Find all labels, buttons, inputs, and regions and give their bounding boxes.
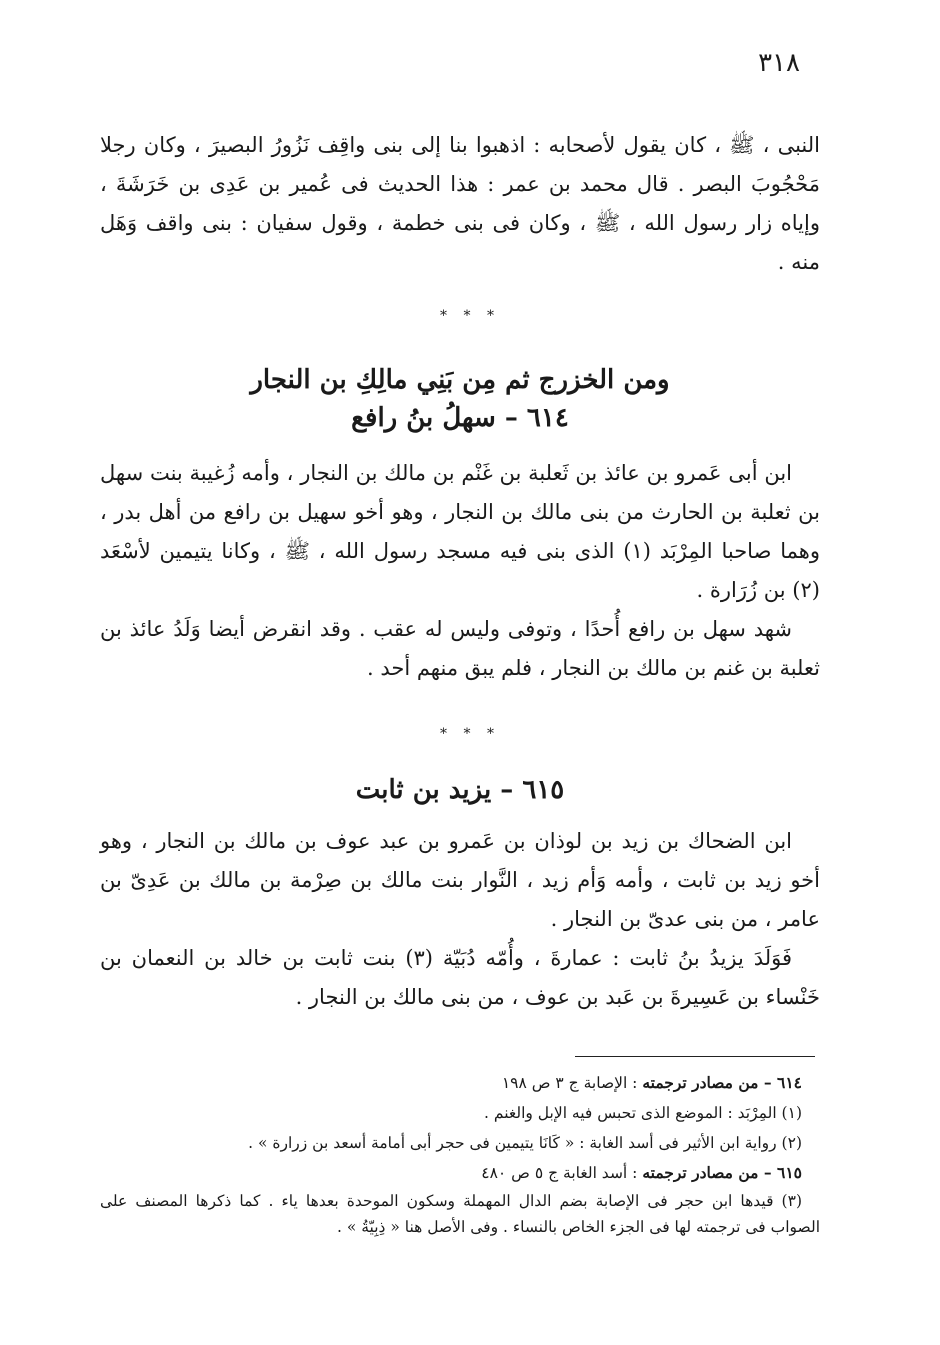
footnote-divider xyxy=(575,1056,815,1057)
opening-block xyxy=(100,126,820,282)
entry-615-paragraph-1: ابن الضحاك بن زيد بن لوذان بن عَمرو بن عبد عوف بن مالك بن النجار ، وهو أخو زيد بن ثابت ، وأمه وَأم زيد ، النَّوار بنت مالك بن صِرْمة بن مالك بن عَدِىّ بن عامر ، من بنى عدىّ بن النجار . xyxy=(100,829,820,931)
footnote-1: (١) المِرْبَد : الموضع الذى تحبس فيه الإبل والغنم . xyxy=(484,1104,802,1122)
entry-heading-614: ٦١٤ – سهلُ بنُ رافع xyxy=(351,403,569,433)
section-separator-1: * * * xyxy=(440,308,500,324)
entry-614-body xyxy=(100,454,820,688)
entry-heading-615: ٦١٥ – يزيد بن ثابت xyxy=(355,775,565,805)
entry-614-paragraph-2: شهد سهل بن رافع أُحدًا ، وتوفى وليس له عقب . وقد انقرض أيضا وَلَدُ عائذ بن ثعلبة بن غنم بن مالك بن النجار ، فلم يبق منهم أحد . xyxy=(100,617,820,680)
footnote-614-sources-label: ٦١٤ – من مصادر ترجمته xyxy=(642,1073,802,1092)
footnote-615-sources-label: ٦١٥ – من مصادر ترجمته xyxy=(642,1163,802,1182)
footnote-2: (٢) رواية ابن الأثير فى أسد الغابة : « كَانَا يتيمين فى حجر أبى أمامة أسعد بن زرارة » . xyxy=(248,1134,802,1152)
entry-614-paragraph-1: ابن أبى عَمرو بن عائذ بن ثَعلبة بن غَنْم بن مالك بن النجار ، وأمه زُغيبة بنت سهل بن ثعلبة بن الحارث من بنى مالك بن النجار ، وهو أخو سهيل بن رافع من أهل بدر ، وهما صاحبا المِرْبَد (١) الذى بنى فيه مسجد رسول الله ، ﷺ ، وكانا يتيمين لأسْعَد (٢) بن زُرَارة . xyxy=(100,461,820,602)
footnote-3: (٣) قيدها ابن حجر فى الإصابة بضم الدال المهملة وسكون الموحدة بعدها ياء . كما ذكرها المصنف على الصواب فى ترجمته لها فى الجزء الخاص بالنساء . وفى الأصل هنا « ذِبِيّةُ » . xyxy=(100,1192,820,1236)
footnotes xyxy=(100,1068,820,1240)
entry-615-body xyxy=(100,822,820,1017)
footnote-614-sources xyxy=(100,1068,820,1098)
section-separator-2: * * * xyxy=(440,726,500,742)
footnote-615-sources-text: : أسد الغابة ج ٥ ص ٤٨٠ xyxy=(481,1164,643,1182)
entry-615-paragraph-2: فَوَلَدَ يزيدُ بنُ ثابت : عمارةَ ، وأُمّه دُبَيّة (٣) بنت ثابت بن خالد بن النعمان بن خَنْساء بن عَسِيرةَ بن عَبد بن عوف ، من بنى مالك بن النجار . xyxy=(100,946,820,1009)
page-number: ٣١٨ xyxy=(758,48,800,78)
footnote-615-sources xyxy=(100,1158,820,1188)
footnote-614-sources-text: : الإصابة ج ٣ ص ١٩٨ xyxy=(501,1074,643,1092)
tribe-heading: ومن الخزرج ثم مِن بَنِي مالِكِ بن النجار xyxy=(250,365,670,395)
opening-paragraph: النبى ، ﷺ ، كان يقول لأصحابه : اذهبوا بنا إلى بنى واقِف نَزُورُ البصيرَ ، وكان رجلا مَحْجُوبَ البصر . قال محمد بن عمر : هذا الحديث فى عُمير بن عَدِى بن خَرَشَةَ ، وإياه زار رسول الله ، ﷺ ، وكان فى بنى خطمة ، وقول سفيان : بنى واقف وَهَل منه . xyxy=(100,133,820,274)
